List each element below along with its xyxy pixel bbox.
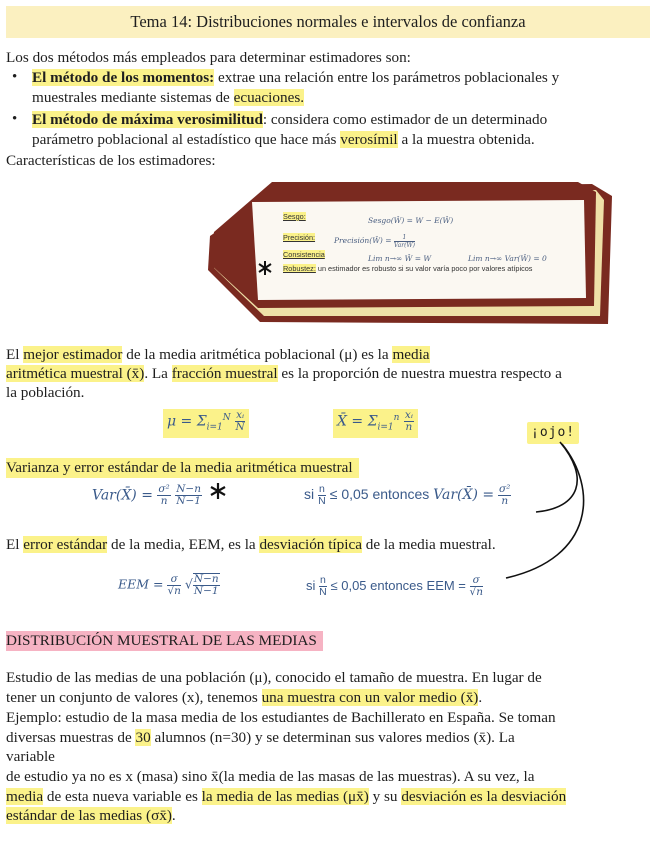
robustez-text: un estimador es robusto si su valor varía poco por valores atípicos: [315, 264, 533, 273]
p3-l7-hl-desviacion: desviación es la desviación: [401, 788, 567, 805]
card-sesgo-formula: Sesgo(Ŵ) = W − E(Ŵ): [368, 216, 454, 225]
var-rhs: Var(X̄) =: [433, 487, 495, 504]
p1-text-a: El: [6, 346, 24, 363]
precision-den: Var(Ŵ): [393, 241, 415, 249]
bullet-2-highlight: verosímil: [340, 131, 398, 148]
var-rd: n: [501, 495, 509, 507]
precision-label: Precisión:: [283, 233, 316, 242]
p3-l8b: .: [171, 807, 176, 824]
p3-l2a: tener un conjunto de valores (x), tenemos: [6, 689, 262, 706]
eem-n1: σ: [167, 574, 180, 586]
page-title: Tema 14: Distribuciones normales e intervalos de confianza: [6, 6, 650, 38]
var-cond-text: ≤ 0,05 entonces: [329, 486, 430, 503]
p3-l2b: .: [478, 689, 483, 706]
p1-line-3: la población.: [6, 384, 85, 401]
p3-line-1: Estudio de las medias de una población (μ), conocido el tamaño de muestra. En lugar de: [6, 669, 542, 686]
section-heading-distribucion: DISTRIBUCIÓN MUESTRAL DE LAS MEDIAS: [6, 631, 323, 651]
varianza-heading: Varianza y error estándar de la media aritmética muestral: [6, 458, 359, 478]
p1-hl-fraccion: fracción muestral: [171, 365, 278, 382]
eem-cond-n: n: [320, 574, 326, 586]
p1-hl-aritmetica: aritmética muestral (x̄): [6, 365, 145, 382]
var-cond-d: N: [318, 495, 326, 507]
p3-line-8: [6, 806, 176, 826]
eem-lhs: EEM =: [118, 576, 164, 592]
xbar-num: xᵢ: [404, 409, 413, 422]
p3-line-3: Ejemplo: estudio de la masa media de los estudiantes de Bachillerato en España. Se toman: [6, 709, 556, 726]
var-rhs-frac: [498, 484, 511, 507]
p2-hl-desviacion: desviación típica: [259, 536, 362, 553]
mu-sup: N: [222, 413, 231, 423]
robustez-label: Robustez:: [283, 264, 316, 273]
consistencia-label: Consistencia: [283, 250, 325, 259]
xbar-fraction: [404, 410, 414, 433]
bullet-2-text: : considera como estimador de un determinado: [262, 111, 548, 128]
asterisk-icon: [210, 482, 226, 500]
eem-frac-2: [193, 573, 220, 597]
var-formula: [92, 484, 202, 507]
ojo-note: ¡ojo!: [527, 422, 579, 444]
p3-line-6: de estudio ya no es x (masa) sino x̄(la media de las masas de las muestras). A su vez, la: [6, 768, 535, 785]
mu-sub: i=1: [206, 422, 223, 433]
precision-fraction: [394, 234, 415, 249]
p2-line: [6, 535, 496, 555]
bullet-2-line-2: [32, 130, 535, 150]
var-d2: N−1: [176, 495, 201, 507]
p1-text-d: es la proporción de nuestra muestra respecto a: [277, 365, 562, 382]
var-lhs: Var(X̄) =: [92, 487, 153, 504]
p3-l4b: alumnos (n=30) y se determinan sus valores medios (x̄). La: [150, 729, 515, 746]
p3-line-5: variable: [6, 748, 55, 765]
p3-l2-hl: una muestra con un valor medio (x̄): [261, 689, 479, 706]
bullet-2-line-1: [32, 110, 547, 130]
mu-fraction: [235, 410, 245, 433]
eem-cond-frac: [319, 575, 327, 598]
intro-text: Los dos métodos más empleados para determinar estimadores son:: [6, 49, 411, 66]
p3-l4-hl: 30: [135, 729, 151, 746]
p1-hl-mejor-estimador: mejor estimador: [23, 346, 123, 363]
card-precision-label: [283, 233, 315, 242]
eem-d1: √n: [167, 584, 181, 597]
p3-line-7: [6, 787, 566, 807]
p2-text-b: de la media, EEM, es la: [107, 536, 260, 553]
p2-text-c: de la media muestral.: [361, 536, 496, 553]
card-robustez: [283, 264, 532, 273]
bullet-1-text-2: muestrales mediante sistemas de: [32, 89, 234, 106]
bullet-1-bold: El método de los momentos:: [32, 69, 215, 86]
xbar-den: n: [405, 421, 413, 434]
eem-rn: σ: [470, 575, 483, 587]
p3-l7a: de esta nueva variable es: [43, 788, 202, 805]
p1-hl-media: media: [392, 346, 430, 363]
p2-hl-error: error estándar: [23, 536, 108, 553]
var-rn: σ²: [499, 483, 511, 495]
var-n1: σ²: [158, 483, 170, 495]
asterisk-icon: [258, 260, 272, 276]
eem-si: si: [306, 577, 316, 593]
mu-num: xᵢ: [236, 409, 245, 422]
bullet-1-highlight: ecuaciones.: [233, 89, 305, 106]
var-n2: N−n: [176, 483, 201, 495]
p3-l4a: diversas muestras de: [6, 729, 136, 746]
eem-d2: N−1: [193, 585, 219, 597]
eem-rhs-frac: [470, 575, 483, 598]
p3-l7-hl-media: media: [6, 788, 44, 805]
var-cond-frac: [318, 484, 326, 507]
precision-num: 1: [394, 234, 415, 242]
p3-line-4: [6, 728, 515, 748]
eem-condition: [306, 575, 483, 598]
bullet-2-bold: El método de máxima verosimilitud: [32, 111, 263, 128]
mu-lhs: μ = Σ: [167, 413, 207, 430]
mu-den: N: [235, 421, 245, 434]
bullet-1-line-2: [32, 88, 304, 108]
bullet-1-text: extrae una relación entre los parámetros poblacionales y: [214, 69, 560, 86]
eem-formula: [118, 573, 220, 597]
bullet-2-text-2: parámetro poblacional al estadístico que hace más: [32, 131, 341, 148]
var-d1: n: [160, 495, 168, 507]
mu-formula: [163, 409, 249, 438]
p3-l8-hl: estándar de las medias (σx̄): [6, 807, 172, 824]
card-sesgo-label: [283, 212, 306, 221]
p3-l7-hl-media-medias: la media de las medias (μx̄): [201, 788, 369, 805]
card-consistencia-label: [283, 250, 325, 259]
bullet-marker: •: [12, 69, 18, 85]
hand-arrow: [500, 438, 600, 588]
eem-cond-text: ≤ 0,05 entonces EEM =: [330, 577, 466, 593]
sesgo-label: Sesgo:: [283, 212, 306, 221]
p1-text-b: de la media aritmética poblacional (μ) es la: [122, 346, 393, 363]
var-condition: [304, 484, 511, 507]
card-consistencia-f2: Lim n→∞ Var(Ŵ) = 0: [468, 254, 547, 263]
bullet-1-line-1: [32, 68, 559, 88]
p2-text-a: El: [6, 536, 24, 553]
var-si: si: [304, 486, 315, 503]
eem-frac-1: [167, 574, 180, 597]
var-frac-1: [157, 484, 170, 507]
var-frac-2: [175, 484, 202, 507]
var-cond-n: n: [319, 483, 325, 495]
xbar-sup: n: [393, 413, 400, 423]
bullet-2-text-3: a la muestra obtenida.: [397, 131, 535, 148]
eem-n2: N−n: [193, 573, 219, 585]
bullet-marker: •: [12, 111, 18, 127]
p1-text-c: . La: [144, 365, 172, 382]
card-precision-formula: [334, 231, 415, 251]
card-consistencia-f1: Lim n→∞ Ŵ = W: [368, 254, 432, 263]
xbar-lhs: X̄ = Σ: [337, 413, 378, 430]
sqrt-icon: √: [184, 576, 193, 592]
precision-formula-lhs: Precisión(Ŵ) =: [334, 236, 392, 245]
xbar-sub: i=1: [377, 422, 394, 433]
characteristics-label: Características de los estimadores:: [6, 152, 216, 169]
p1-line-1: [6, 345, 430, 365]
p1-line-2: [6, 364, 562, 384]
p3-l7b: y su: [368, 788, 402, 805]
p3-line-2: [6, 688, 482, 708]
xbar-formula: [333, 409, 418, 438]
eem-cond-d: N: [319, 586, 327, 598]
eem-rd: √n: [469, 586, 483, 598]
